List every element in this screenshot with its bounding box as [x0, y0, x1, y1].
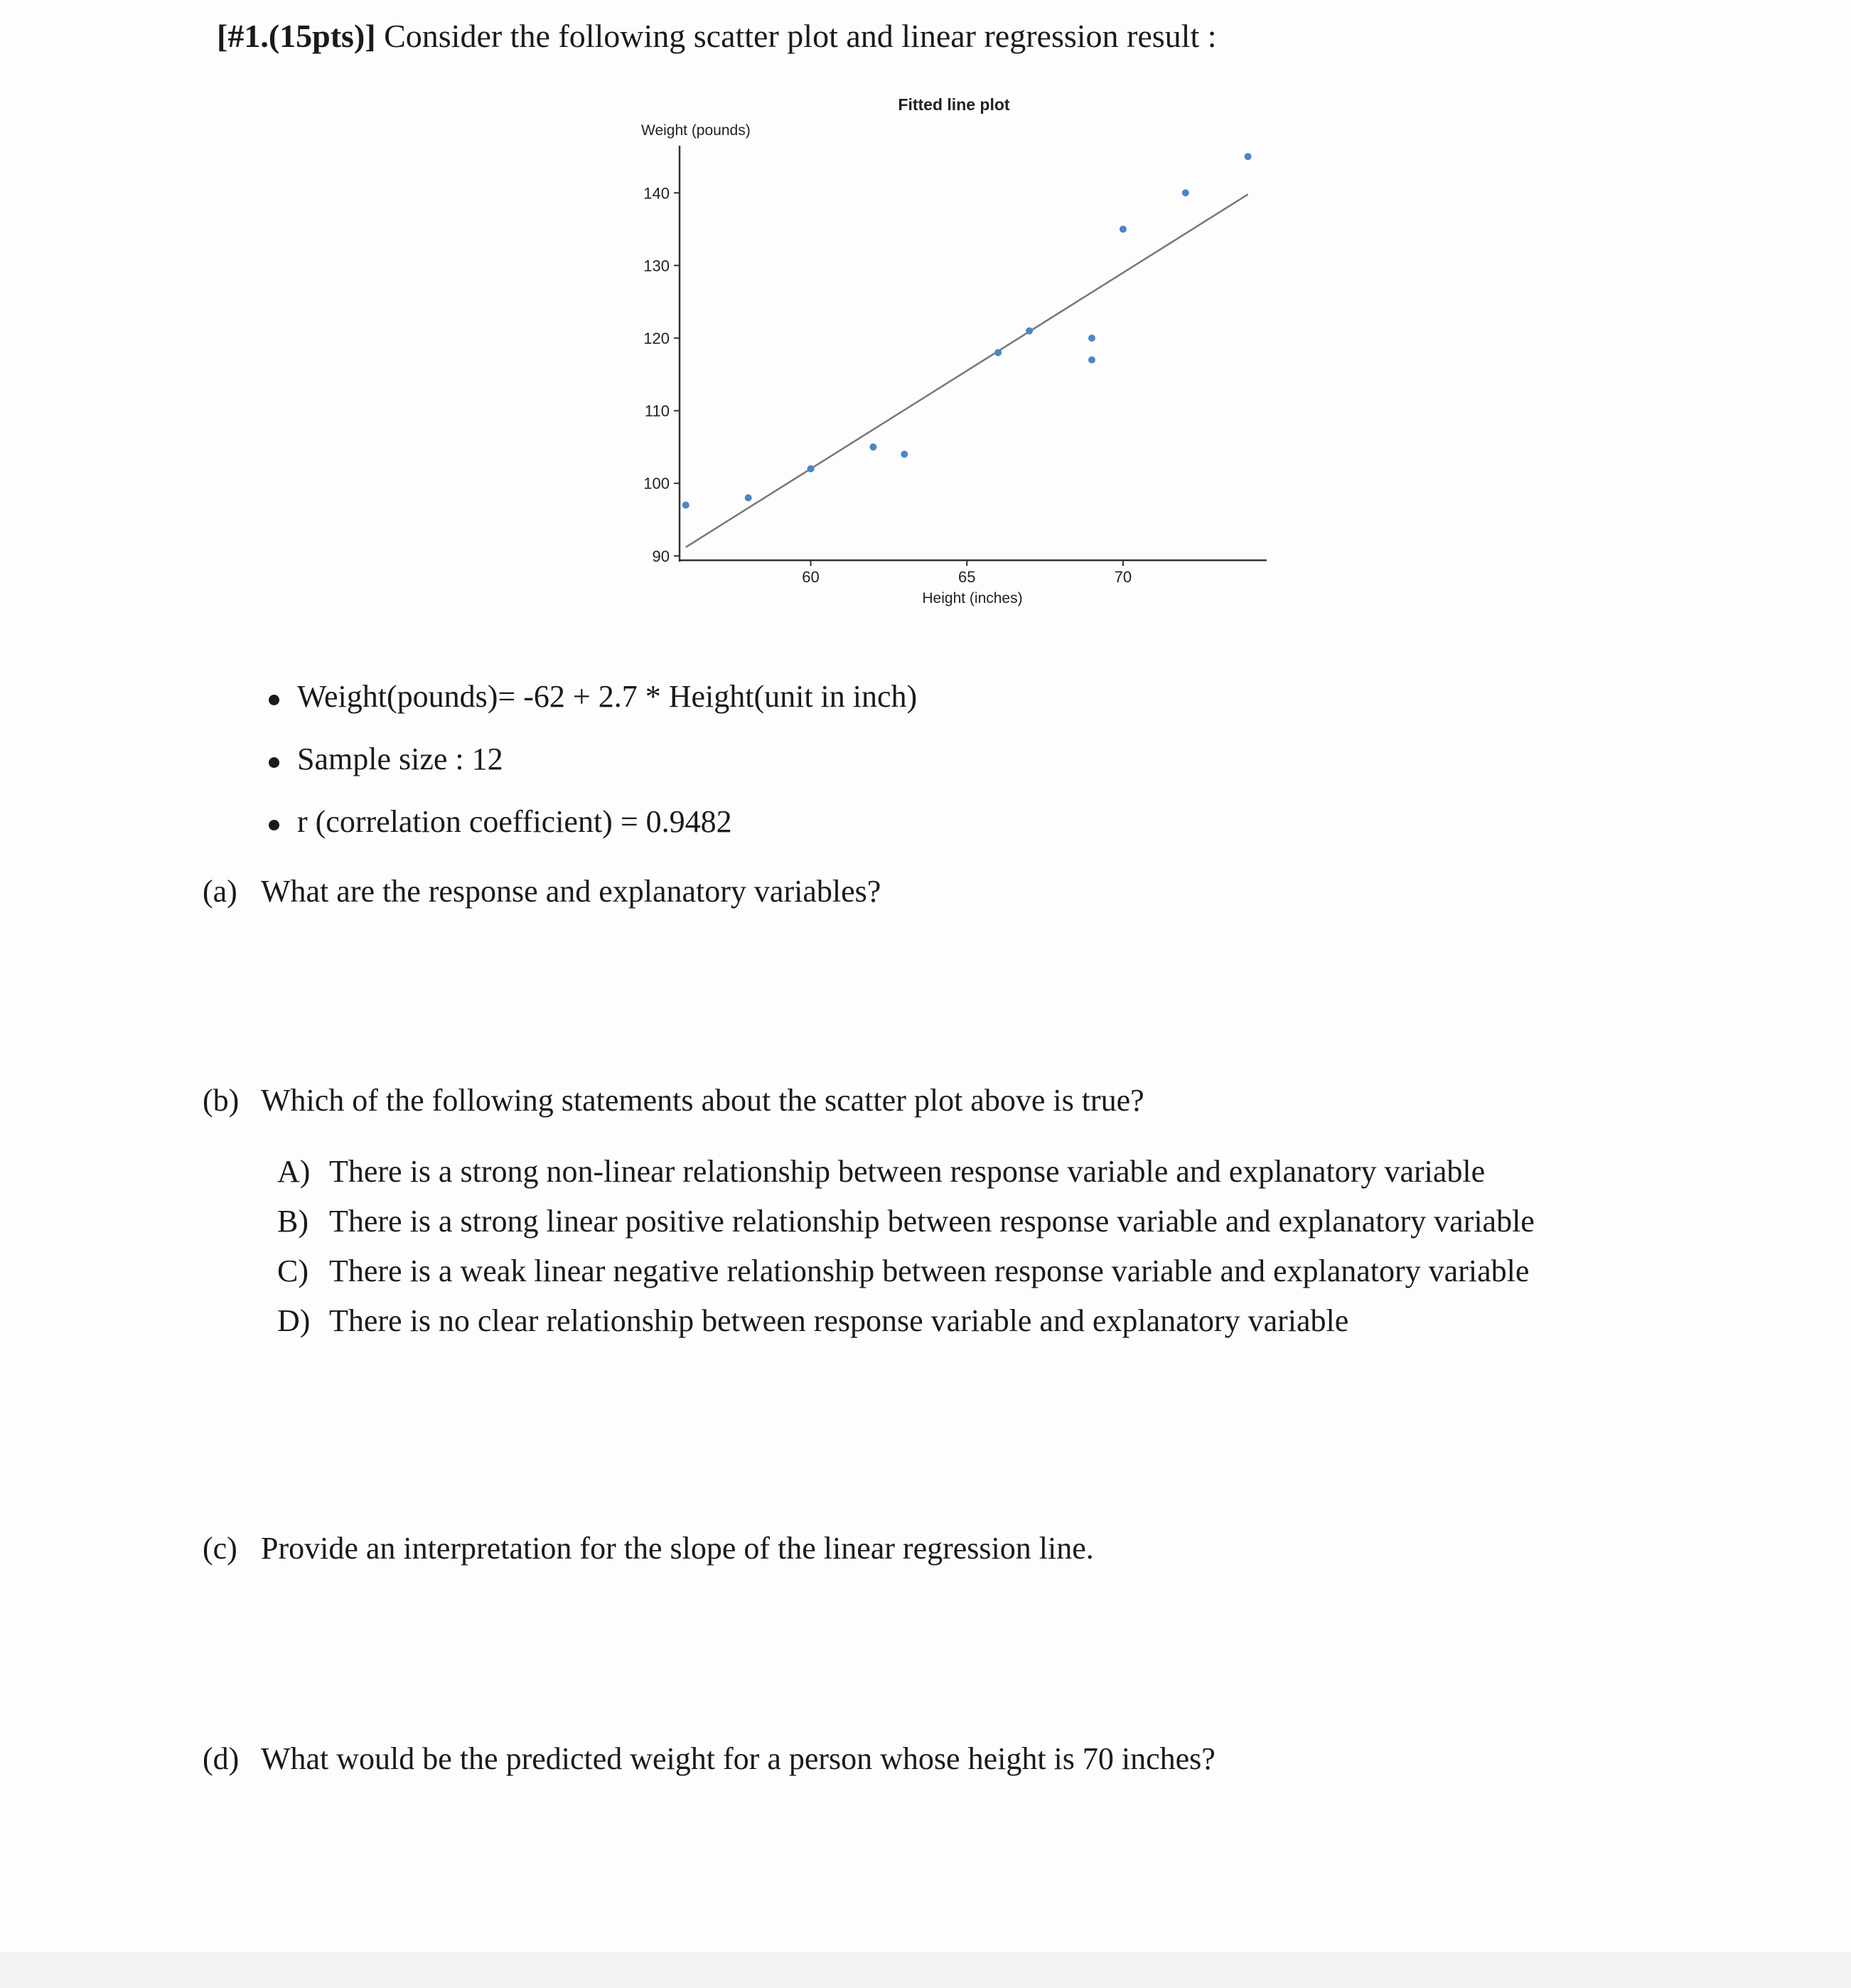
fitted-line-plot [626, 85, 1308, 626]
correlation-coefficient: r (correlation coefficient) = 0.9482 [263, 801, 917, 863]
data-point [1120, 225, 1127, 233]
y-tick-label: 90 [652, 547, 670, 565]
y-tick-label: 120 [643, 329, 670, 348]
data-point [745, 494, 752, 501]
y-tick-label: 140 [643, 184, 670, 203]
data-point [1245, 153, 1252, 160]
question-d [203, 1741, 1216, 1777]
data-point [808, 465, 815, 472]
question-a-label: (a) [203, 874, 237, 909]
y-tick-label: 110 [644, 402, 670, 420]
data-point [901, 451, 908, 458]
data-point [1026, 327, 1033, 334]
data-point [994, 349, 1002, 356]
question-b-label: (b) [203, 1083, 240, 1118]
page-bottom-strip [0, 1952, 1851, 1988]
x-tick-label: 70 [1114, 568, 1132, 586]
data-point [1182, 189, 1189, 196]
question-b [203, 1082, 1144, 1118]
question-a-text: What are the response and explanatory variables? [261, 874, 881, 909]
data-point [1088, 356, 1095, 363]
question-c-label: (c) [203, 1531, 237, 1566]
data-point [869, 444, 876, 451]
question-d-text: What would be the predicted weight for a person whose height is 70 inches? [261, 1741, 1216, 1776]
regression-results [263, 675, 917, 863]
regression-line [686, 194, 1248, 547]
x-tick-label: 65 [957, 568, 976, 586]
x-axis-label: Height (inches) [922, 590, 1023, 606]
y-axis-label: Weight (pounds) [641, 122, 751, 139]
problem-header [217, 17, 1217, 55]
question-a [203, 873, 881, 909]
problem-intro: Consider the following scatter plot and linear regression result : [384, 18, 1217, 54]
y-tick-label: 130 [643, 257, 670, 275]
sample-size: Sample size : 12 [263, 738, 917, 801]
problem-number: [#1.(15pts)] [217, 18, 376, 54]
data-point [1088, 334, 1095, 341]
regression-equation: Weight(pounds)= -62 + 2.7 * Height(unit in inch) [263, 675, 917, 738]
option-d: D) There is no clear relationship between response variable and explanatory variable [277, 1303, 1349, 1338]
question-d-label: (d) [203, 1741, 240, 1776]
y-tick-label: 100 [643, 474, 670, 493]
option-a: A) There is a strong non-linear relationship between response variable and explanatory variable [277, 1154, 1486, 1189]
chart-title: Fitted line plot [898, 95, 1010, 114]
x-tick-label: 60 [802, 568, 820, 586]
data-point [682, 501, 690, 508]
question-c [203, 1530, 1094, 1566]
answer-options [277, 1150, 1535, 1350]
option-c: C) There is a weak linear negative relationship between response variable and explanatory variable [277, 1254, 1530, 1288]
question-b-text: Which of the following statements about the scatter plot above is true? [261, 1083, 1144, 1118]
option-b: B) There is a strong linear positive relationship between response variable and explanatory variable [277, 1204, 1535, 1239]
question-c-text: Provide an interpretation for the slope of the linear regression line. [261, 1531, 1094, 1566]
